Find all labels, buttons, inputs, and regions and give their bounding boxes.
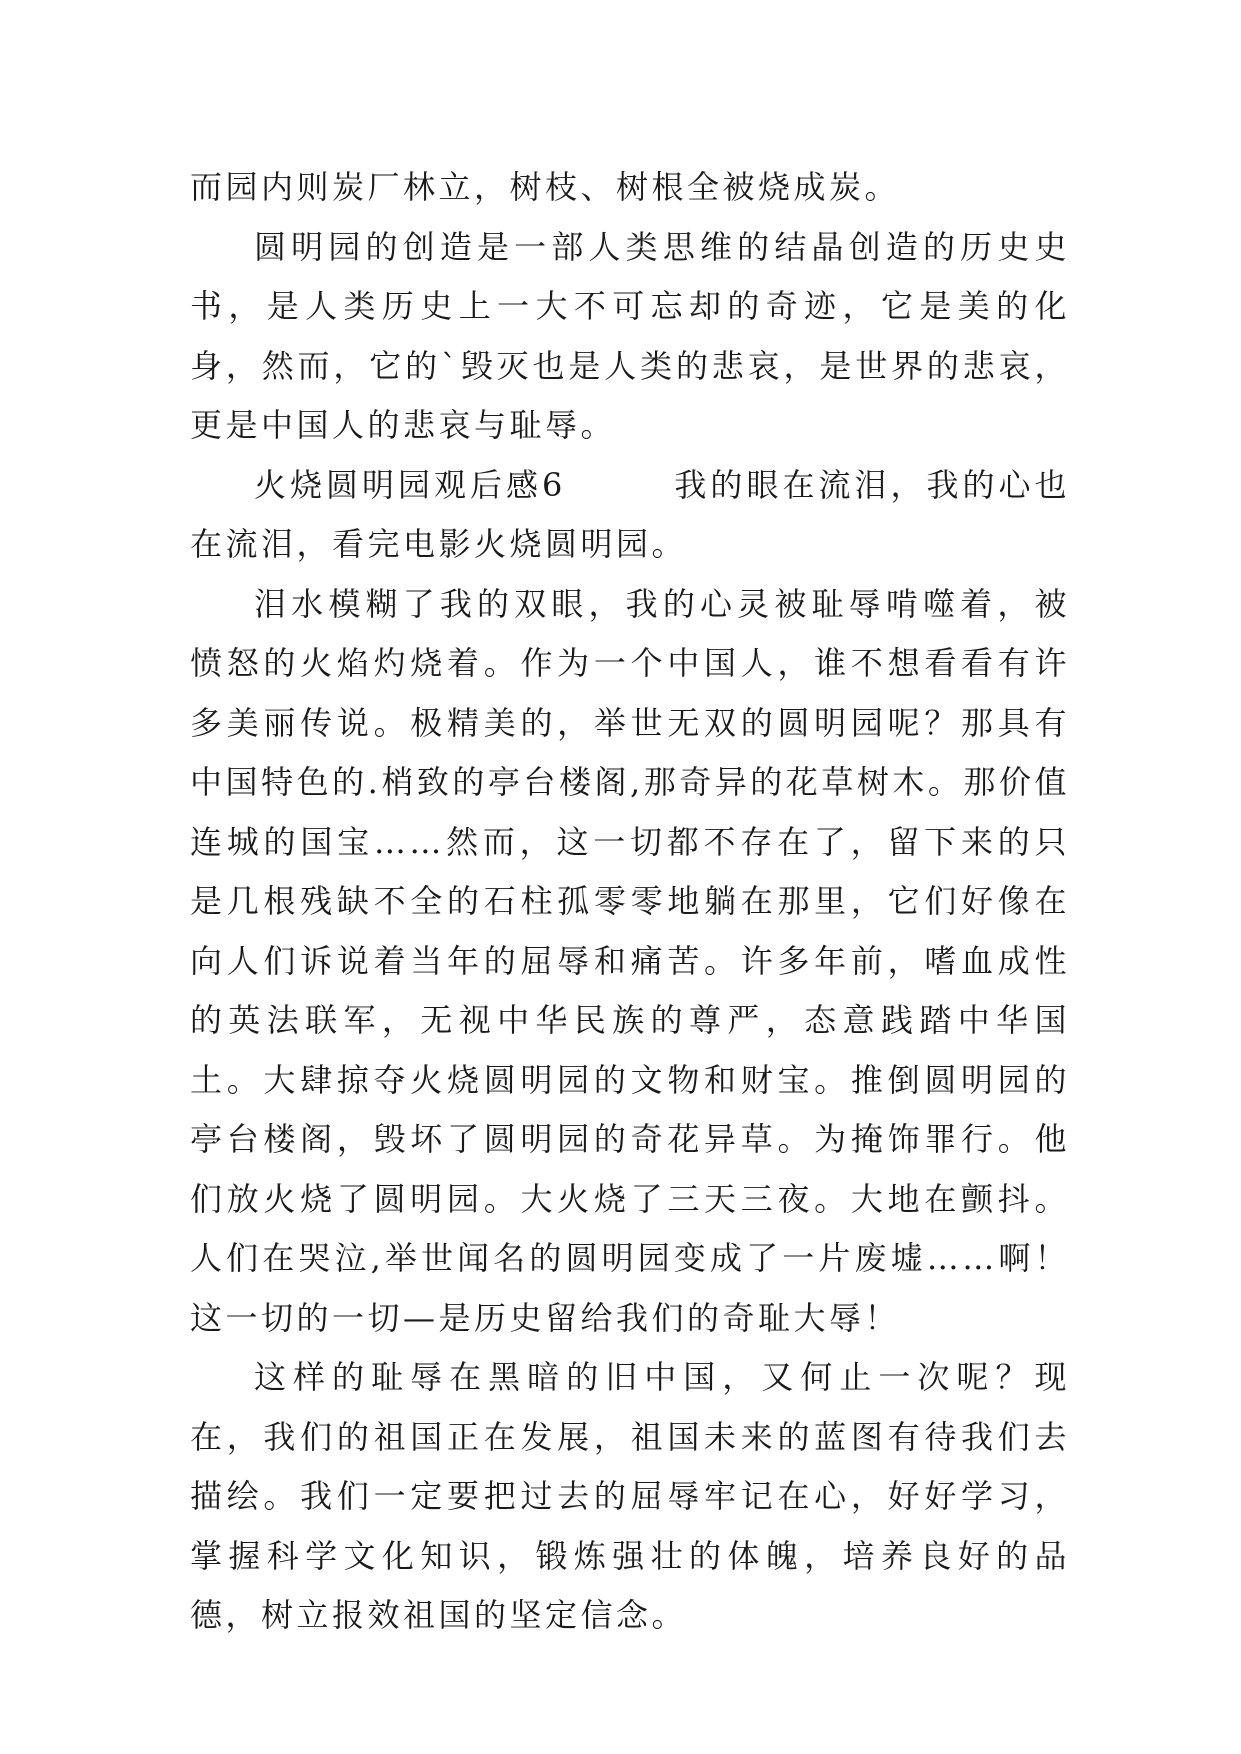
paragraph-2: 圆明园的创造是一部人类思维的结晶创造的历史史书，是人类历史上一大不可忘却的奇迹，它是美的化身，然而，它的`毁灭也是人类的悲哀，是世界的悲哀，更是中国人的悲哀与耻辱。 (190, 227, 1070, 444)
paragraph-4: 泪水模糊了我的双眼，我的心灵被耻辱啃噬着，被愤怒的火焰灼烧着。作为一个中国人，谁不想看看有许多美丽传说。极精美的，举世无双的圆明园呢？那具有中国特色的.梢致的亭台楼阁,那奇异的花草树木。那价值连城的国宝……然而，这一切都不存在了，留下来的只是几根残缺不全的石柱孤零零地躺在那里，它们好像在向人们诉说着当年的屈辱和痛苦。许多年前，嗜血成性的英法联军，无视中华民族的尊严，态意践踏中华国土。大肆掠夺火烧圆明园的文物和财宝。推倒圆明园的亭台楼阁，毁坏了圆明园的奇花异草。为掩饰罪行。他们放火烧了圆明园。大火烧了三天三夜。大地在颤抖。人们在哭泣,举世闻名的圆明园变成了一片废墟……啊！这一切的一切—是历史留给我们的奇耻大辱！ (190, 584, 1070, 1337)
paragraph-3: 火烧圆明园观后感6 我的眼在流泪，我的心也在流泪，看完电影火烧圆明园。 (190, 465, 1070, 563)
document-body (190, 158, 1070, 1646)
paragraph-1: 而园内则炭厂林立，树枝、树根全被烧成炭。 (190, 168, 901, 206)
paragraph-5: 这样的耻辱在黑暗的旧中国，又何止一次呢？现在，我们的祖国正在发展，祖国未来的蓝图有待我们去描绘。我们一定要把过去的屈辱牢记在心，好好学习，掌握科学文化知识，锻炼强壮的体魄，培养良好的品德，树立报效祖国的坚定信念。 (190, 1358, 1070, 1634)
